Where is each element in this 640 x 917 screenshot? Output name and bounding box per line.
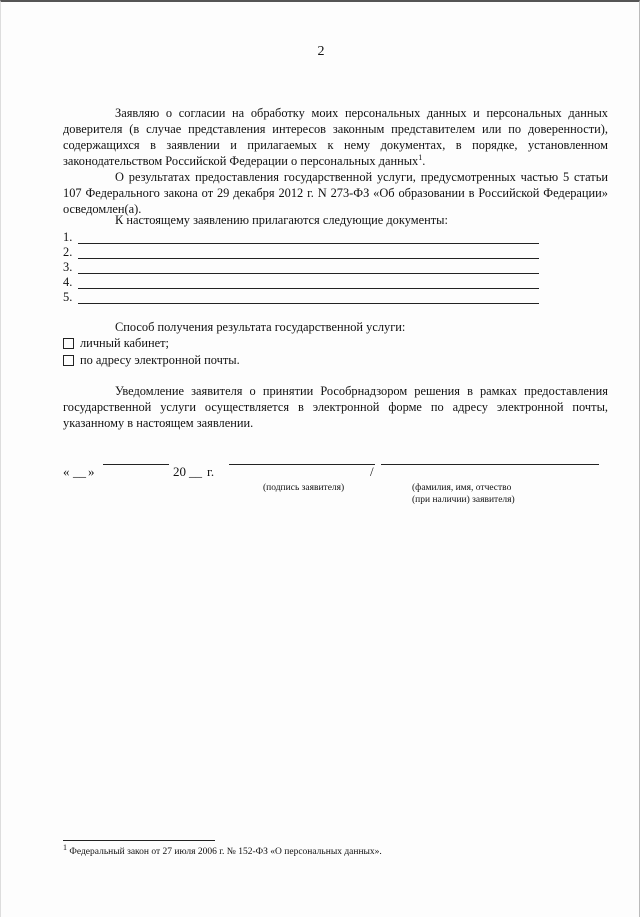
name-caption-2: (при наличии) заявителя): [412, 495, 515, 505]
name-caption-1: (фамилия, имя, отчество: [412, 483, 512, 493]
full-name-field[interactable]: [381, 464, 599, 465]
attachment-line[interactable]: [63, 275, 539, 291]
notice-text: Уведомление заявителя о принятии Рособрнадзором решения в рамках предоставления государственной услуги осуществляется в электронной форме по адресу электронной почты, указанному в настоящем заявлении.: [63, 384, 608, 430]
footnote-text: Федеральный закон от 27 июля 2006 г. № 152-ФЗ «О персональных данных».: [69, 847, 382, 857]
delivery-option-cabinet[interactable]: [63, 336, 169, 351]
informed-paragraph: [63, 169, 608, 217]
attachment-number: 1.: [63, 230, 73, 244]
signature-caption: (подпись заявителя): [263, 483, 345, 493]
footnote-mark: 1: [63, 842, 67, 852]
delivery-option-label: личный кабинет;: [80, 336, 169, 350]
attachment-line[interactable]: [63, 290, 539, 306]
footnote-reference: 1: [418, 152, 423, 162]
notice-paragraph: [63, 383, 608, 431]
open-quote: «: [63, 464, 70, 479]
delivery-option-label: по адресу электронной почты.: [80, 353, 240, 367]
year-suffix: г.: [207, 464, 215, 479]
footnote-divider: [63, 840, 215, 841]
close-quote: »: [88, 464, 95, 479]
signature-field[interactable]: [229, 464, 375, 465]
consent-end: .: [422, 154, 426, 168]
footnote: [63, 842, 382, 857]
attachment-number: 5.: [63, 290, 73, 304]
attachments-intro: К настоящему заявлению прилагаются следующие документы:: [115, 213, 448, 227]
informed-text: О результатах предоставления государственной услуги, предусмотренных частью 5 статьи 107 Федерального закона от 29 декабря 2012 г. N 273-ФЗ «Об образовании в Российской Федерации» осведомлен(а).: [63, 170, 608, 216]
attachment-number: 4.: [63, 275, 73, 289]
checkbox-cabinet[interactable]: [63, 338, 74, 349]
delivery-method-title: Способ получения результата государственной услуги:: [115, 320, 406, 334]
attachment-line[interactable]: [63, 245, 539, 261]
attachment-number: 2.: [63, 245, 73, 259]
month-field[interactable]: [103, 464, 169, 465]
checkbox-email[interactable]: [63, 355, 74, 366]
signature-row: [63, 464, 608, 484]
slash: /: [370, 464, 374, 479]
attachment-number: 3.: [63, 260, 73, 274]
attachment-line[interactable]: [63, 230, 539, 246]
day-blank[interactable]: __: [73, 464, 86, 479]
attachment-line[interactable]: [63, 260, 539, 276]
year-blank[interactable]: __: [189, 464, 202, 479]
consent-paragraph: [63, 105, 608, 169]
delivery-option-email[interactable]: [63, 353, 240, 368]
page-number: 2: [317, 44, 325, 59]
year-prefix: 20: [173, 464, 186, 479]
consent-text: Заявляю о согласии на обработку моих персональных данных и персональных данных доверителя (в случае представления интересов законным представителем или по доверенности), содержащихся в заявлении и прилагаемых к нему документах, в порядке, установленном законодательством Российской Федерации о персональных данных: [63, 106, 608, 168]
